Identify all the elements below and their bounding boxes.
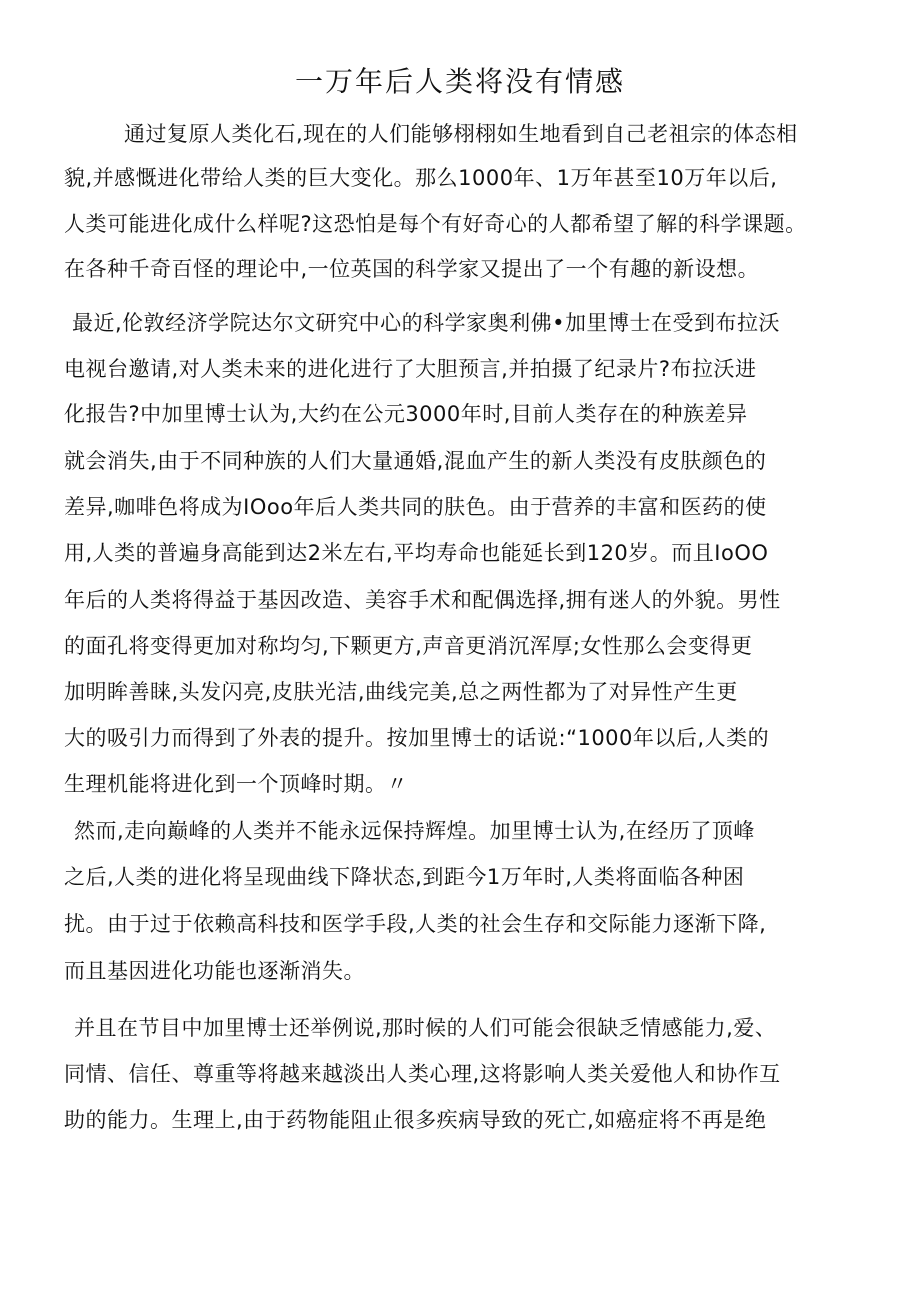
text-line: 化报告?中加里博士认为,大约在公元3000年时,目前人类存在的种族差异: [64, 402, 748, 426]
text-line: 然而,走向巅峰的人类并不能永远保持辉煌。加里博士认为,在经历了顶峰: [74, 819, 755, 843]
text-line: 在各种千奇百怪的理论中,一位英国的科学家又提出了一个有趣的新设想。: [64, 257, 760, 281]
text-line: 之后,人类的进化将呈现曲线下降状态,到距今1万年时,人类将面临各种困: [64, 865, 745, 889]
text-line: 差异,咖啡色将成为IOoo年后人类共同的肤色。由于营养的丰富和医药的使: [64, 495, 767, 519]
text-line: 电视台邀请,对人类未来的进化进行了大胆预言,并拍摄了纪录片?布拉沃进: [64, 357, 757, 381]
text-line: 并且在节目中加里博士还举例说,那时候的人们可能会很缺乏情感能力,爱、: [74, 1016, 777, 1040]
text-line: 扰。由于过于依赖高科技和医学手段,人类的社会生存和交际能力逐渐下降,: [64, 912, 767, 936]
text-line: 最近,伦敦经济学院达尔文研究中心的科学家奥利佛•加里博士在受到布拉沃: [72, 311, 781, 335]
text-line: 而且基因进化功能也逐渐消失。: [64, 959, 365, 983]
text-line: 年后的人类将得益于基因改造、美容手术和配偶选择,拥有迷人的外貌。男性: [64, 588, 781, 612]
text-line: 貌,并感慨进化带给人类的巨大变化。那么1000年、1万年甚至10万年以后,: [64, 166, 778, 190]
page-title: 一万年后人类将没有情感: [294, 65, 625, 98]
text-line: 通过复原人类化石,现在的人们能够栩栩如生地看到自己老祖宗的体态相: [124, 122, 798, 146]
text-line: 人类可能进化成什么样呢?这恐怕是每个有好奇心的人都希望了解的科学课题。: [64, 212, 807, 236]
text-line: 就会消失,由于不同种族的人们大量通婚,混血产生的新人类没有皮肤颜色的: [64, 449, 767, 473]
text-line: 的面孔将变得更加对称均匀,下颗更方,声音更消沉浑厚;女性那么会变得更: [64, 634, 753, 658]
text-line: 用,人类的普遍身高能到达2米左右,平均寿命也能延长到120岁。而且IoOO: [64, 541, 769, 565]
text-line: 同情、信任、尊重等将越来越淡出人类心理,这将影响人类关爱他人和协作互: [64, 1062, 781, 1086]
text-line: 加明眸善睐,头发闪亮,皮肤光洁,曲线完美,总之两性都为了对异性产生更: [64, 680, 738, 704]
text-line: 生理机能将进化到一个顶峰时期。〃: [64, 772, 408, 796]
text-line: 大的吸引力而得到了外表的提升。按加里博士的话说:“1000年以后,人类的: [64, 726, 770, 750]
text-line: 助的能力。生理上,由于药物能阻止很多疾病导致的死亡,如癌症将不再是绝: [64, 1108, 767, 1132]
